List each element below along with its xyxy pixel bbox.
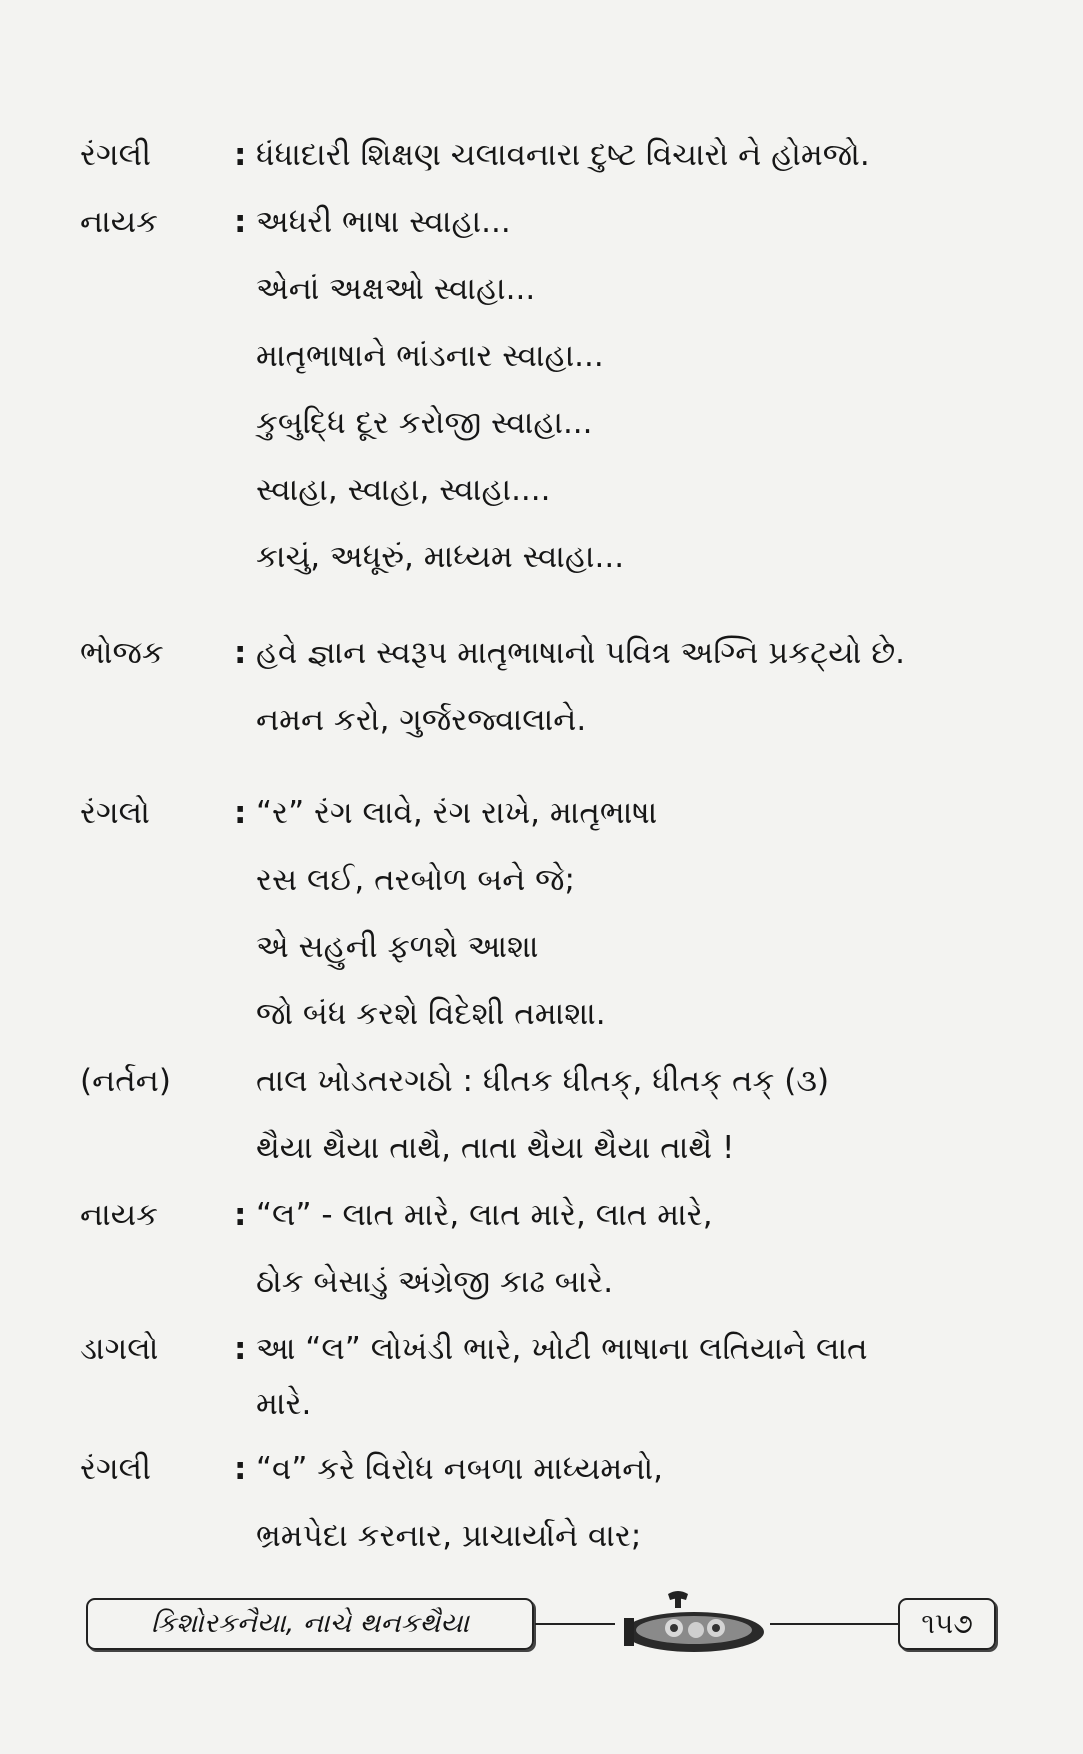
dialogue-entry — [0, 695, 1083, 745]
dialogue-entry — [0, 1511, 1083, 1561]
colon-separator: : — [234, 635, 247, 671]
dialogue-line: નમન કરો, ગુર્જરજ્વાલાને. — [256, 702, 587, 738]
colon-separator: : — [234, 795, 247, 831]
dialogue-line: અધરી ભાષા સ્વાહા... — [256, 204, 511, 240]
speaker-name: નાયક — [80, 1197, 158, 1233]
speaker-name: રંગલી — [80, 137, 151, 173]
dialogue-line: કાચું, અધૂરું, માધ્યમ સ્વાહા... — [256, 539, 625, 575]
speaker-name: રંગલી — [80, 1451, 151, 1487]
dialogue-line: ભ્રમપેદા કરનાર, પ્રાચાર્યાને વાર; — [256, 1518, 642, 1554]
dialogue-line: ધંધાદારી શિક્ષણ ચલાવનારા દુષ્ટ વિચારો ને હોમજો. — [256, 137, 870, 173]
dialogue-entry — [0, 1056, 1083, 1106]
dialogue-entry — [0, 1444, 1083, 1494]
dialogue-entry — [0, 465, 1083, 515]
dialogue-line: તાલ ખોડતરગઠો : ધીતક ધીતક્, ધીતક્ તક્ (૩) — [256, 1063, 830, 1099]
dialogue-entry — [0, 331, 1083, 381]
dialogue-line: મારે. — [256, 1386, 312, 1422]
book-title-box — [86, 1598, 534, 1650]
footer-emblem-icon — [612, 1586, 776, 1658]
dialogue-entry — [0, 1257, 1083, 1307]
dialogue-entry — [0, 628, 1083, 678]
dialogue-line: “ર” રંગ લાવે, રંગ રાખે, માતૃભાષા — [256, 795, 658, 831]
dialogue-line: આ “લ” લોખંડી ભારે, ખોટી ભાષાના લતિયાને લાત — [256, 1331, 868, 1367]
dialogue-entry — [0, 1324, 1083, 1374]
dialogue-line: થૈયા થૈયા તાથૈ, તાતા થૈયા થૈયા તાથૈ ! — [256, 1130, 735, 1166]
speaker-name: રંગલો — [80, 795, 150, 831]
book-title: કિશોરકનૈયા, નાચે થનકથૈયા — [151, 1608, 469, 1639]
dialogue-entry — [0, 1379, 1083, 1429]
dialogue-line: સ્વાહા, સ્વાહા, સ્વાહા.... — [256, 472, 551, 508]
dialogue-line: હવે જ્ઞાન સ્વરૂપ માતૃભાષાનો પવિત્ર અગ્નિ પ્રકટ્યો છે. — [256, 635, 906, 671]
dialogue-line: માતૃભાષાને ભાંડનાર સ્વાહા... — [256, 338, 604, 374]
dialogue-entry — [0, 197, 1083, 247]
dialogue-entry — [0, 1190, 1083, 1240]
speaker-name: (નર્તન) — [80, 1063, 171, 1099]
dialogue-entry — [0, 788, 1083, 838]
dialogue-line: એનાં અક્ષઓ સ્વાહા... — [256, 271, 536, 307]
dialogue-entry — [0, 532, 1083, 582]
speaker-name: નાયક — [80, 204, 158, 240]
speaker-name: ડાગલો — [80, 1331, 159, 1367]
colon-separator: : — [234, 204, 247, 240]
dialogue-entry — [0, 989, 1083, 1039]
page-footer — [0, 1586, 1083, 1666]
colon-separator: : — [234, 1197, 247, 1233]
dialogue-entry — [0, 264, 1083, 314]
colon-separator: : — [234, 1331, 247, 1367]
colon-separator: : — [234, 1451, 247, 1487]
dialogue-line: રસ લઈ, તરબોળ બને જે; — [256, 862, 575, 898]
dialogue-entry — [0, 1123, 1083, 1173]
dialogue-entry — [0, 130, 1083, 180]
dialogue-line: ઠોક બેસાડું અંગ્રેજી કાઢ બારે. — [256, 1264, 614, 1300]
dialogue-line: એ સહુની ફળશે આશા — [256, 929, 539, 965]
page-number: ૧૫૭ — [921, 1607, 973, 1640]
footer-divider — [535, 1623, 615, 1625]
dialogue-line: “વ” કરે વિરોધ નબળા માધ્યમનો, — [256, 1451, 663, 1487]
page-number-box — [898, 1598, 996, 1650]
speaker-name: ભોજક — [80, 635, 164, 671]
dialogue-line: “લ” - લાત મારે, લાત મારે, લાત મારે, — [256, 1197, 713, 1233]
dialogue-entry — [0, 855, 1083, 905]
dialogue-entry — [0, 398, 1083, 448]
dialogue-line: કુબુદ્ધિ દૂર કરોજી સ્વાહા... — [256, 405, 593, 441]
colon-separator: : — [234, 137, 247, 173]
dialogue-line: જો બંધ કરશે વિદેશી તમાશા. — [256, 996, 606, 1032]
dialogue-entry — [0, 922, 1083, 972]
footer-divider — [770, 1623, 898, 1625]
